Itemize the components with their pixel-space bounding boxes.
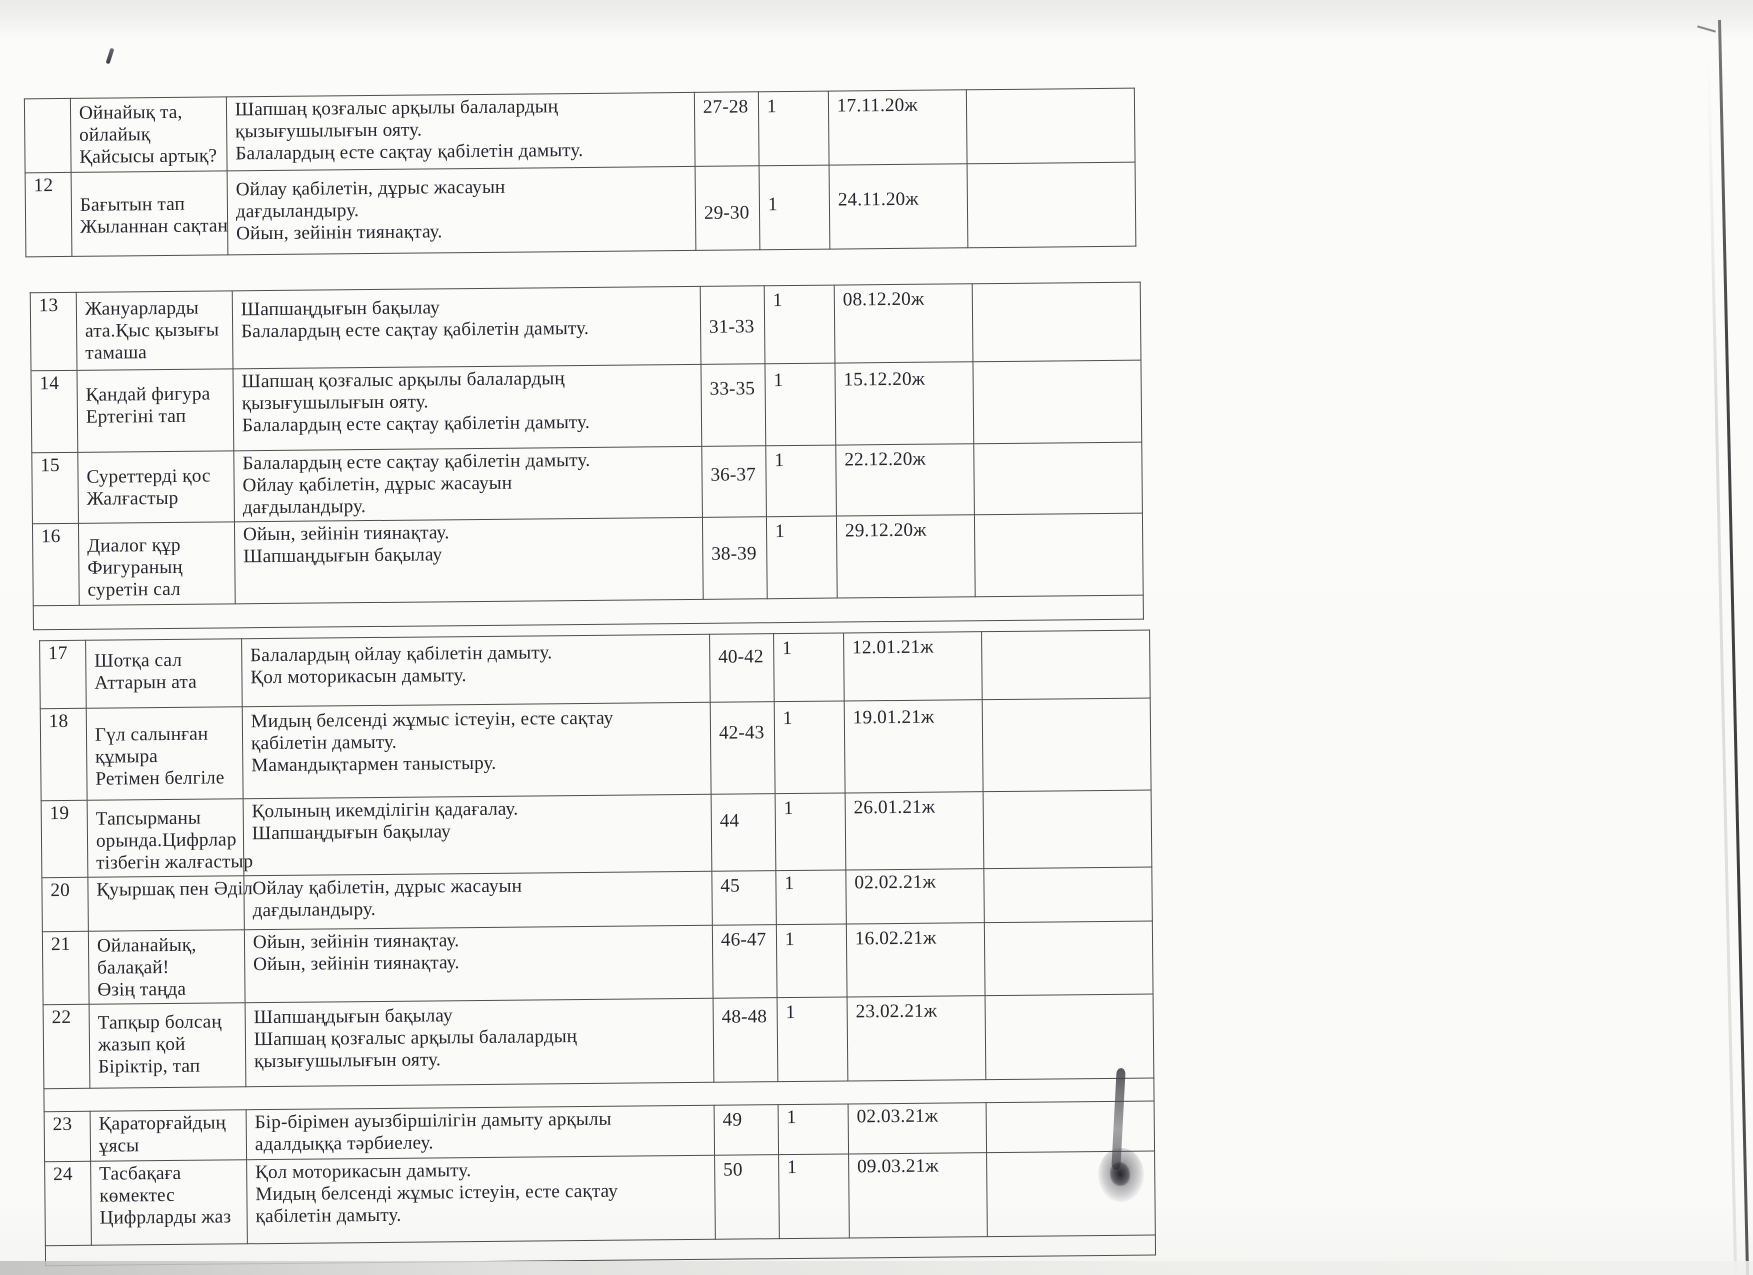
table-row — [32, 513, 1143, 606]
cell-name: Қуыршақ пен Әділ — [88, 876, 245, 931]
cell-notes — [974, 442, 1143, 515]
table-row — [41, 790, 1152, 878]
cell-name: Бағытын тап Жыланнан сақтан — [71, 171, 228, 256]
cell-name: Гүл салынған құмыра Ретімен белгіле — [86, 707, 243, 800]
cell-date: 09.03.21ж — [849, 1153, 988, 1238]
cell-date: 29.12.20ж — [836, 515, 975, 598]
cell-description: Балалардың ойлау қабілетін дамыту. Қол моторикасын дамыту. — [242, 634, 711, 706]
table-row — [43, 994, 1154, 1089]
cell-hours: 1 — [759, 165, 830, 250]
cell-description: Ойын, зейінін тиянақтау. Ойын, зейінін тиянақтау. — [244, 925, 713, 1002]
cell-pages: 45 — [712, 871, 777, 926]
cell-num: 23 — [44, 1111, 90, 1161]
cell-description: Ойлау қабілетін, дұрыс жасауын дағдыландыру. Ойын, зейінін тиянақтау. — [227, 166, 696, 254]
table-row — [24, 88, 1135, 173]
cell-notes — [985, 994, 1154, 1080]
cell-description: Мидың белсенді жұмыс істеуін, есте сақтау қабілетін дамыту. Мамандықтармен таныстыру. — [242, 702, 711, 798]
cell-name: Қараторғайдың ұясы — [90, 1110, 246, 1161]
cell-hours: 1 — [766, 445, 837, 517]
cell-num: 14 — [31, 370, 78, 452]
cell-name: Суреттерді қос Жалғастыр — [78, 451, 235, 523]
cell-notes — [973, 360, 1142, 444]
table-fragment-rows-11-12 — [24, 88, 1136, 258]
cell-hours: 1 — [778, 1104, 848, 1155]
cell-hours: 1 — [774, 701, 845, 794]
cell-num: 17 — [40, 640, 87, 708]
cell-notes — [967, 162, 1136, 248]
cell-notes — [984, 921, 1153, 996]
table-row — [30, 282, 1141, 371]
cell-num: 13 — [30, 292, 77, 370]
cell-date: 26.01.21ж — [845, 792, 984, 870]
cell-notes — [972, 282, 1141, 362]
cell-pages: 48-48 — [713, 998, 778, 1083]
cell-name: Тапқыр болсаң жазып қой Біріктір, тап — [89, 1003, 246, 1088]
table-fragment-rows-17-24 — [39, 630, 1156, 1267]
cell-pages: 27-28 — [694, 92, 759, 167]
cell-date: 17.11.20ж — [828, 90, 967, 165]
cell-num: 19 — [41, 800, 88, 877]
cell-date: 16.02.21ж — [846, 923, 985, 997]
cell-date: 02.03.21ж — [848, 1103, 986, 1154]
cell-notes — [982, 630, 1151, 700]
cell-pages: 36-37 — [702, 446, 767, 518]
cell-pages: 46-47 — [712, 925, 777, 999]
cell-pages: 44 — [711, 794, 776, 872]
cell-notes — [974, 513, 1143, 597]
cell-hours: 1 — [776, 870, 847, 925]
cell-pages: 38-39 — [702, 517, 767, 600]
cell-date: 23.02.21ж — [847, 996, 986, 1081]
cell-pages: 31-33 — [700, 286, 765, 365]
cell-hours: 1 — [777, 997, 848, 1082]
cell-name: Шотқа сал Аттарын ата — [86, 639, 243, 708]
cell-hours: 1 — [766, 516, 837, 599]
cell-pages: 50 — [715, 1155, 780, 1240]
cell-num: 21 — [42, 931, 89, 1004]
cell-notes — [986, 1101, 1154, 1153]
cell-notes — [982, 698, 1151, 792]
table-row — [32, 442, 1143, 524]
cell-description: Қолының икемділігін қадағалау. Шапшаңдығын бақылау — [243, 794, 712, 875]
cell-num: 15 — [32, 452, 79, 523]
cell-name: Ойланайық, балақай! Өзің таңда — [88, 930, 245, 1004]
cell-pages: 40-42 — [710, 634, 775, 703]
cell-description: Бір-бірімен ауызбіршілігін дамыту арқылы адалдыққа тәрбиелеу. — [246, 1105, 714, 1159]
cell-hours: 1 — [765, 363, 836, 446]
cell-name: Жануарларды ата.Қыс қызығы тамаша — [76, 291, 233, 370]
cell-name: Ойнайық та, ойлайық Қайсысы артық? — [70, 97, 227, 172]
table-fragment-rows-13-16 — [30, 282, 1144, 631]
table-row — [31, 360, 1142, 453]
cell-date: 19.01.21ж — [844, 700, 983, 793]
cell-notes — [966, 88, 1135, 164]
cell-description: Ойын, зейінін тиянақтау. Шапшаңдығын бақылау — [234, 517, 703, 603]
cell-hours: 1 — [779, 1154, 850, 1239]
cell-num — [24, 98, 71, 172]
cell-description: Балалардың есте сақтау қабілетін дамыту. Ойлау қабілетін, дұрыс жасауын дағдыландыру. — [234, 446, 703, 521]
cell-date: 02.02.21ж — [846, 869, 985, 924]
cell-hours: 1 — [774, 633, 845, 702]
scan-bottom-edge — [0, 1261, 1753, 1275]
cell-date: 12.01.21ж — [844, 632, 983, 701]
table-row — [42, 921, 1153, 1005]
cell-pages: 29-30 — [695, 166, 760, 251]
cell-notes — [983, 790, 1152, 869]
cell-hours: 1 — [775, 793, 846, 871]
cell-num: 18 — [40, 708, 87, 800]
cell-name: Тасбақаға көмектес Цифрларды жаз — [91, 1160, 248, 1245]
cell-description: Шапшаңдығын бақылау Балалардың есте сақтау қабілетін дамыту. — [232, 286, 701, 368]
cell-description: Шапшаң қозғалыс арқылы балалардың қызығушылығын ояту. Балалардың есте сақтау қабілетін дамыту. — [226, 92, 695, 170]
cell-date: 08.12.20ж — [834, 284, 973, 363]
cell-num: 22 — [43, 1004, 90, 1088]
cell-date: 15.12.20ж — [835, 362, 974, 445]
cell-num: 12 — [25, 172, 72, 256]
cell-name: Диалог құр Фигураның суретін сал — [78, 522, 235, 605]
cell-date: 22.12.20ж — [836, 444, 975, 516]
table-row — [40, 698, 1151, 801]
cell-pages: 49 — [714, 1105, 778, 1156]
cell-num: 16 — [32, 523, 79, 605]
cell-date: 24.11.20ж — [829, 164, 968, 249]
cell-description: Шапшаңдығын бақылау Шапшаң қозғалыс арқылы балалардың қызығушылығын ояту. — [245, 998, 714, 1086]
cell-name: Қандай фигура Ертегіні тап — [77, 369, 234, 452]
cell-hours: 1 — [764, 285, 835, 364]
table-row — [40, 630, 1151, 709]
cell-description: Шапшаң қозғалыс арқылы балалардың қызығушылығын ояту. Балалардың есте сақтау қабілетін дамыту. — [233, 364, 702, 450]
cell-description: Қол моторикасын дамыту. Мидың белсенді жұмыс істеуін, есте сақтау қабілетін дамыту. — [247, 1155, 716, 1243]
cell-notes — [984, 867, 1153, 923]
cell-num: 24 — [45, 1161, 92, 1245]
cell-notes — [987, 1151, 1156, 1237]
cell-name: Тапсырманы орында.Цифрлар тізбегін жалғастыр — [87, 799, 244, 877]
cell-hours: 1 — [776, 924, 847, 998]
cell-description: Ойлау қабілетін, дұрыс жасауын дағдыландыру. — [244, 871, 712, 929]
table-row — [25, 162, 1136, 257]
cell-num: 20 — [42, 877, 89, 931]
table-row — [45, 1151, 1156, 1246]
cell-pages: 33-35 — [701, 364, 766, 447]
cell-hours: 1 — [758, 91, 829, 166]
cell-pages: 42-43 — [710, 702, 775, 795]
